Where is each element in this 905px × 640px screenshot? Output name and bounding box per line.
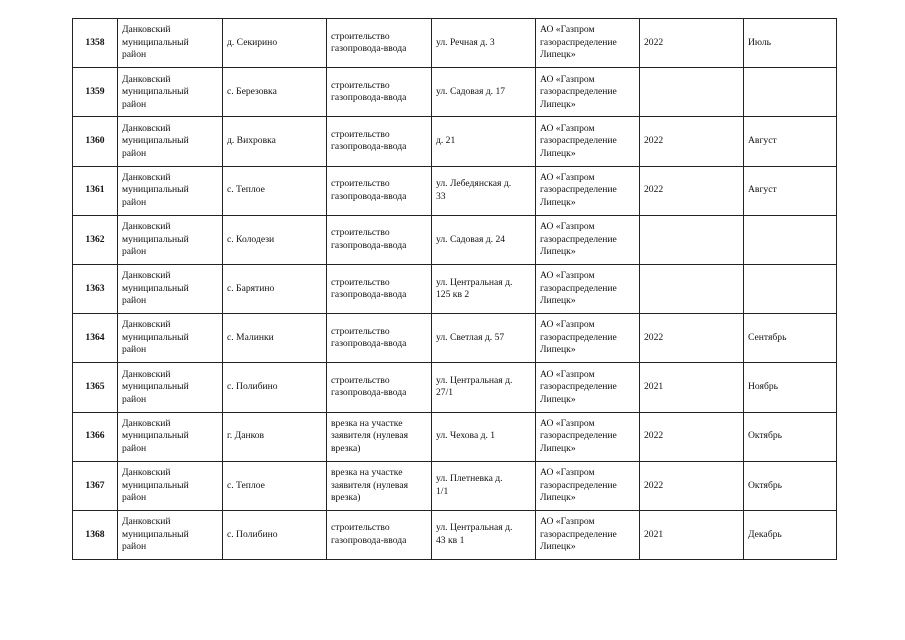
year-cell: [640, 314, 744, 363]
district-cell: [118, 117, 223, 166]
address-cell-line: ул. Садовая д. 17: [436, 86, 506, 98]
district-cell-line: Данковский: [122, 73, 171, 85]
work-type-cell-line: строительство: [331, 276, 390, 288]
organization-cell-line: газораспределение: [540, 282, 617, 294]
organization-cell: [536, 510, 640, 559]
work-type-cell-line: врезка на участке: [331, 467, 403, 479]
work-type-cell: [327, 68, 432, 117]
district-cell-line: Данковский: [122, 516, 171, 528]
work-type-cell-line: строительство: [331, 178, 390, 190]
table-row: [73, 215, 837, 264]
locality-cell-text: д. Секирино: [227, 36, 278, 48]
organization-cell: [536, 264, 640, 313]
organization-cell-line: газораспределение: [540, 233, 617, 245]
locality-cell-text: с. Колодези: [227, 233, 275, 245]
organization-cell-line: АО «Газпром: [540, 221, 595, 233]
district-cell-line: Данковский: [122, 319, 171, 331]
month-cell-text: Август: [748, 184, 777, 196]
month-cell: [744, 19, 837, 68]
work-type-cell-line: газопровода-ввода: [331, 534, 407, 546]
district-cell-line: Данковский: [122, 122, 171, 134]
district-cell-line: район: [122, 196, 147, 208]
organization-cell: [536, 363, 640, 412]
organization-cell-line: газораспределение: [540, 36, 617, 48]
district-cell: [118, 314, 223, 363]
year-cell: [640, 363, 744, 412]
district-cell-line: район: [122, 98, 147, 110]
month-cell-text: Ноябрь: [748, 381, 779, 393]
month-cell: [744, 314, 837, 363]
district-cell-line: муниципальный: [122, 233, 189, 245]
work-type-cell-line: строительство: [331, 128, 390, 140]
row-number: [73, 68, 118, 117]
locality-cell-text: с. Барятино: [227, 282, 275, 294]
address-cell-line: ул. Плетневка д.: [436, 473, 503, 485]
address-cell-line: ул. Чехова д. 1: [436, 430, 496, 442]
year-cell-text: 2022: [644, 135, 664, 147]
row-number: [73, 461, 118, 510]
work-type-cell-line: строительство: [331, 522, 390, 534]
month-cell: [744, 363, 837, 412]
address-cell: [432, 19, 536, 68]
locality-cell: [223, 412, 327, 461]
locality-cell-text: с. Теплое: [227, 479, 265, 491]
district-cell-line: муниципальный: [122, 282, 189, 294]
row-number-text: 1368: [85, 528, 105, 540]
row-number-text: 1366: [85, 430, 105, 442]
organization-cell-line: газораспределение: [540, 86, 617, 98]
row-number: [73, 412, 118, 461]
work-type-cell: [327, 412, 432, 461]
district-cell-line: Данковский: [122, 270, 171, 282]
work-type-cell-line: газопровода-ввода: [331, 338, 407, 350]
organization-cell-line: Липецк»: [540, 49, 576, 61]
organization-cell-line: АО «Газпром: [540, 417, 595, 429]
year-cell: [640, 166, 744, 215]
district-cell-line: муниципальный: [122, 36, 189, 48]
organization-cell-line: АО «Газпром: [540, 171, 595, 183]
district-cell-line: район: [122, 442, 147, 454]
locality-cell: [223, 363, 327, 412]
district-cell-line: Данковский: [122, 221, 171, 233]
locality-cell-text: с. Березовка: [227, 86, 277, 98]
locality-cell-text: с. Малинки: [227, 331, 274, 343]
district-cell-line: муниципальный: [122, 331, 189, 343]
work-type-cell-line: газопровода-ввода: [331, 289, 407, 301]
address-cell: [432, 412, 536, 461]
organization-cell-line: Липецк»: [540, 393, 576, 405]
district-cell-line: район: [122, 246, 147, 258]
address-cell: [432, 363, 536, 412]
locality-cell: [223, 264, 327, 313]
district-cell: [118, 264, 223, 313]
district-cell: [118, 19, 223, 68]
address-cell-line: ул. Светлая д. 57: [436, 331, 505, 343]
address-cell: [432, 264, 536, 313]
organization-cell-line: Липецк»: [540, 344, 576, 356]
district-cell-line: район: [122, 295, 147, 307]
district-cell-line: район: [122, 49, 147, 61]
work-type-cell: [327, 19, 432, 68]
address-cell: [432, 314, 536, 363]
locality-cell: [223, 461, 327, 510]
year-cell-text: 2022: [644, 479, 664, 491]
work-type-cell: [327, 314, 432, 363]
table-row: [73, 68, 837, 117]
year-cell: [640, 68, 744, 117]
month-cell: [744, 264, 837, 313]
row-number-text: 1364: [85, 331, 105, 343]
address-cell-line: ул. Садовая д. 24: [436, 233, 506, 245]
address-cell: [432, 510, 536, 559]
work-type-cell-line: газопровода-ввода: [331, 387, 407, 399]
row-number-text: 1359: [85, 86, 105, 98]
organization-cell: [536, 215, 640, 264]
table-row: [73, 264, 837, 313]
organization-cell-line: АО «Газпром: [540, 270, 595, 282]
table-row: [73, 363, 837, 412]
address-cell-line: 27/1: [436, 387, 454, 399]
month-cell-text: Октябрь: [748, 479, 782, 491]
address-cell-line: ул. Центральная д.: [436, 522, 513, 534]
address-cell-line: 33: [436, 190, 446, 202]
district-cell-line: район: [122, 541, 147, 553]
year-cell: [640, 117, 744, 166]
row-number-text: 1367: [85, 479, 105, 491]
row-number-text: 1360: [85, 135, 105, 147]
month-cell-text: Сентябрь: [748, 331, 787, 343]
year-cell-text: 2022: [644, 430, 664, 442]
district-cell-line: муниципальный: [122, 184, 189, 196]
organization-cell: [536, 68, 640, 117]
month-cell-text: Декабрь: [748, 528, 782, 540]
month-cell: [744, 461, 837, 510]
year-cell: [640, 510, 744, 559]
district-cell-line: Данковский: [122, 171, 171, 183]
organization-cell: [536, 412, 640, 461]
year-cell-text: 2022: [644, 184, 664, 196]
district-cell-line: район: [122, 393, 147, 405]
month-cell: [744, 215, 837, 264]
row-number: [73, 19, 118, 68]
row-number: [73, 510, 118, 559]
table-row: [73, 166, 837, 215]
month-cell-text: Август: [748, 135, 777, 147]
work-type-cell-line: газопровода-ввода: [331, 190, 407, 202]
district-cell: [118, 412, 223, 461]
work-type-cell-line: газопровода-ввода: [331, 141, 407, 153]
organization-cell-line: Липецк»: [540, 295, 576, 307]
work-type-cell: [327, 117, 432, 166]
work-type-cell-line: газопровода-ввода: [331, 239, 407, 251]
district-cell-line: Данковский: [122, 467, 171, 479]
organization-cell-line: АО «Газпром: [540, 516, 595, 528]
work-type-cell-line: строительство: [331, 227, 390, 239]
locality-cell: [223, 215, 327, 264]
table-row: [73, 117, 837, 166]
locality-cell-text: с. Полибино: [227, 381, 278, 393]
organization-cell: [536, 19, 640, 68]
row-number-text: 1365: [85, 381, 105, 393]
district-cell-line: муниципальный: [122, 430, 189, 442]
gas-connections-table: [72, 18, 837, 560]
district-cell: [118, 461, 223, 510]
locality-cell-text: с. Теплое: [227, 184, 265, 196]
organization-cell: [536, 117, 640, 166]
address-cell: [432, 461, 536, 510]
address-cell-line: ул. Центральная д.: [436, 374, 513, 386]
organization-cell-line: АО «Газпром: [540, 122, 595, 134]
table-row: [73, 412, 837, 461]
year-cell: [640, 461, 744, 510]
work-type-cell-line: врезка): [331, 492, 361, 504]
address-cell-line: ул. Речная д. 3: [436, 36, 495, 48]
work-type-cell-line: врезка на участке: [331, 417, 403, 429]
work-type-cell-line: строительство: [331, 79, 390, 91]
month-cell: [744, 510, 837, 559]
month-cell-text: Июль: [748, 36, 772, 48]
address-cell-line: 43 кв 1: [436, 534, 465, 546]
locality-cell: [223, 68, 327, 117]
locality-cell: [223, 510, 327, 559]
work-type-cell-line: заявителя (нулевая: [331, 430, 408, 442]
locality-cell-text: д. Вихровка: [227, 135, 276, 147]
district-cell: [118, 215, 223, 264]
year-cell-text: 2021: [644, 528, 664, 540]
locality-cell-text: с. Полибино: [227, 528, 278, 540]
organization-cell: [536, 461, 640, 510]
address-cell: [432, 68, 536, 117]
address-cell-line: 1/1: [436, 485, 449, 497]
locality-cell: [223, 314, 327, 363]
organization-cell-line: газораспределение: [540, 135, 617, 147]
row-number: [73, 166, 118, 215]
table-row: [73, 510, 837, 559]
work-type-cell: [327, 461, 432, 510]
district-cell-line: Данковский: [122, 368, 171, 380]
row-number-text: 1358: [85, 36, 105, 48]
locality-cell: [223, 19, 327, 68]
row-number: [73, 264, 118, 313]
organization-cell-line: газораспределение: [540, 479, 617, 491]
row-number: [73, 363, 118, 412]
organization-cell-line: Липецк»: [540, 492, 576, 504]
table-row: [73, 314, 837, 363]
district-cell: [118, 363, 223, 412]
work-type-cell: [327, 215, 432, 264]
organization-cell: [536, 314, 640, 363]
organization-cell-line: АО «Газпром: [540, 467, 595, 479]
district-cell: [118, 166, 223, 215]
year-cell: [640, 215, 744, 264]
month-cell: [744, 412, 837, 461]
row-number-text: 1363: [85, 282, 105, 294]
year-cell: [640, 19, 744, 68]
organization-cell-line: Липецк»: [540, 442, 576, 454]
month-cell: [744, 117, 837, 166]
organization-cell-line: газораспределение: [540, 381, 617, 393]
district-cell: [118, 68, 223, 117]
row-number-text: 1362: [85, 233, 105, 245]
district-cell-line: район: [122, 147, 147, 159]
locality-cell: [223, 166, 327, 215]
address-cell-line: ул. Лебедянская д.: [436, 178, 512, 190]
work-type-cell-line: строительство: [331, 325, 390, 337]
address-cell: [432, 166, 536, 215]
organization-cell-line: АО «Газпром: [540, 319, 595, 331]
work-type-cell-line: врезка): [331, 442, 361, 454]
address-cell: [432, 117, 536, 166]
year-cell: [640, 412, 744, 461]
organization-cell-line: Липецк»: [540, 196, 576, 208]
organization-cell-line: АО «Газпром: [540, 24, 595, 36]
district-cell-line: муниципальный: [122, 479, 189, 491]
year-cell-text: 2021: [644, 381, 664, 393]
table-row: [73, 19, 837, 68]
district-cell: [118, 510, 223, 559]
work-type-cell-line: заявителя (нулевая: [331, 479, 408, 491]
district-cell-line: муниципальный: [122, 86, 189, 98]
district-cell-line: муниципальный: [122, 528, 189, 540]
address-cell-line: ул. Центральная д.: [436, 276, 513, 288]
work-type-cell-line: газопровода-ввода: [331, 43, 407, 55]
year-cell-text: 2022: [644, 36, 664, 48]
district-cell-line: муниципальный: [122, 381, 189, 393]
district-cell-line: район: [122, 492, 147, 504]
district-cell-line: Данковский: [122, 24, 171, 36]
row-number: [73, 215, 118, 264]
work-type-cell: [327, 363, 432, 412]
month-cell: [744, 166, 837, 215]
organization-cell: [536, 166, 640, 215]
work-type-cell: [327, 264, 432, 313]
work-type-cell: [327, 166, 432, 215]
table-row: [73, 461, 837, 510]
organization-cell-line: Липецк»: [540, 147, 576, 159]
address-cell-line: д. 21: [436, 135, 456, 147]
row-number: [73, 117, 118, 166]
organization-cell-line: Липецк»: [540, 541, 576, 553]
organization-cell-line: газораспределение: [540, 430, 617, 442]
year-cell-text: 2022: [644, 331, 664, 343]
month-cell-text: Октябрь: [748, 430, 782, 442]
row-number-text: 1361: [85, 184, 105, 196]
work-type-cell-line: строительство: [331, 374, 390, 386]
year-cell: [640, 264, 744, 313]
locality-cell-text: г. Данков: [227, 430, 265, 442]
organization-cell-line: газораспределение: [540, 331, 617, 343]
work-type-cell: [327, 510, 432, 559]
organization-cell-line: газораспределение: [540, 184, 617, 196]
organization-cell-line: газораспределение: [540, 528, 617, 540]
organization-cell-line: АО «Газпром: [540, 73, 595, 85]
address-cell: [432, 215, 536, 264]
locality-cell: [223, 117, 327, 166]
district-cell-line: Данковский: [122, 417, 171, 429]
work-type-cell-line: газопровода-ввода: [331, 92, 407, 104]
organization-cell-line: Липецк»: [540, 98, 576, 110]
month-cell: [744, 68, 837, 117]
address-cell-line: 125 кв 2: [436, 289, 470, 301]
district-cell-line: район: [122, 344, 147, 356]
work-type-cell-line: строительство: [331, 30, 390, 42]
organization-cell-line: АО «Газпром: [540, 368, 595, 380]
organization-cell-line: Липецк»: [540, 246, 576, 258]
row-number: [73, 314, 118, 363]
district-cell-line: муниципальный: [122, 135, 189, 147]
table-body: [73, 19, 837, 560]
